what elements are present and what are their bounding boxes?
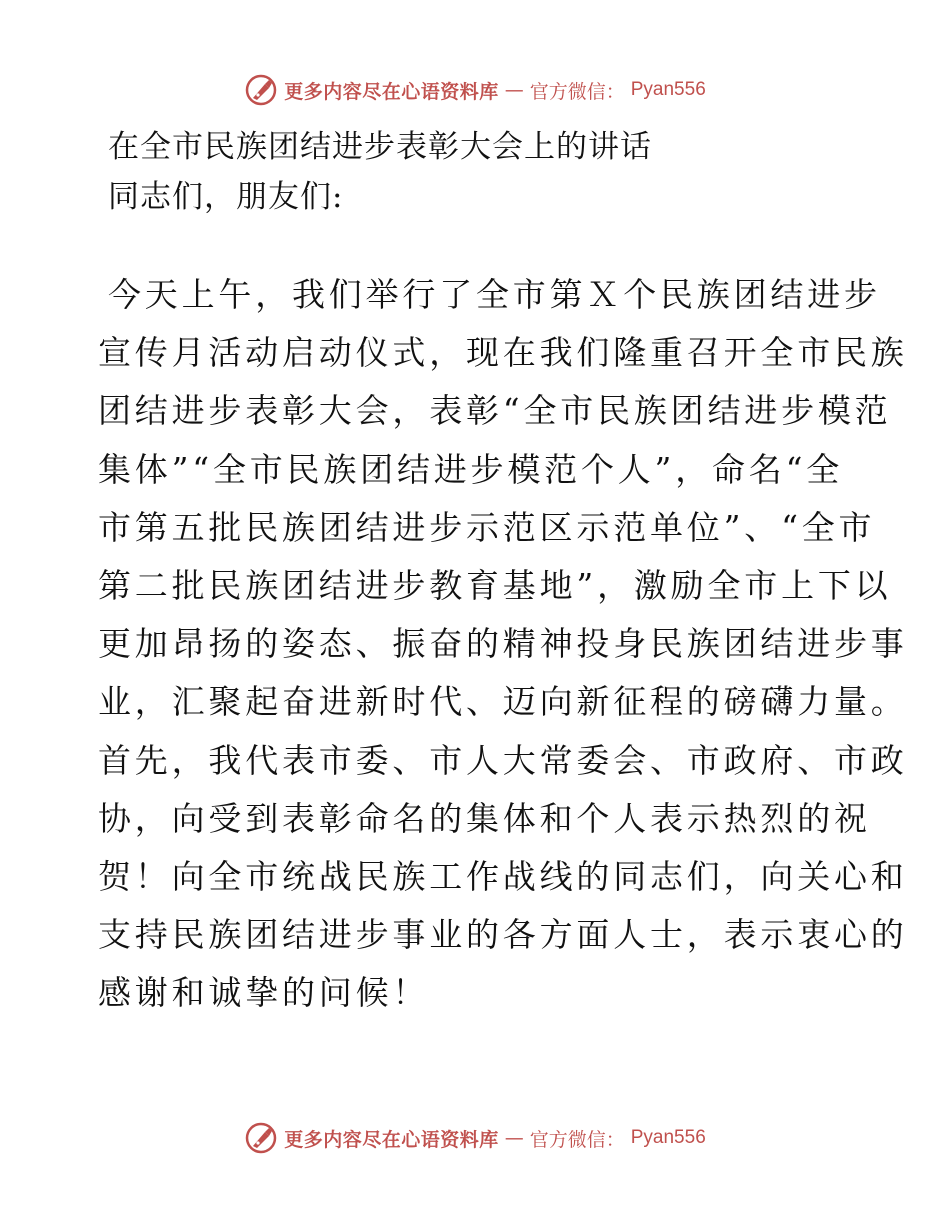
banner-separator: —	[504, 79, 524, 101]
banner-wechat-id: Pyan556	[630, 1127, 706, 1148]
paragraph-line: 贺！向全市统战民族工作战线的同志们，向关心和	[98, 856, 908, 896]
paragraph-line: 今天上午，我们举行了全市第Ｘ个民族团结进步	[108, 275, 881, 314]
paragraph-line: 协，向受到表彰命名的集体和个人表示热烈的祝	[98, 798, 871, 838]
banner-wechat-label: 官方微信：	[529, 80, 625, 103]
banner-wechat-label: 官方微信：	[529, 1128, 625, 1151]
paragraph-line: 宣传月活动启动仪式，现在我们隆重召开全市民族	[98, 333, 908, 373]
body-paragraph	[98, 266, 908, 1022]
paragraph-line: 首先，我代表市委、市人大常委会、市政府、市政	[98, 740, 908, 780]
footer-banner	[0, 1118, 950, 1158]
paragraph-line: 感谢和诚挚的问候！	[98, 973, 430, 1013]
pen-nib-logo-icon	[244, 1121, 278, 1155]
paragraph-line: 集体”“全市民族团结进步模范个人”，命名“全	[98, 449, 844, 489]
banner-wechat-id: Pyan556	[630, 79, 706, 100]
header-banner	[0, 70, 950, 110]
paragraph-line: 更加昂扬的姿态、振奋的精神投身民族团结进步事	[98, 624, 908, 664]
paragraph-line: 团结进步表彰大会，表彰“全市民族团结进步模范	[98, 391, 892, 431]
paragraph-line: 市第五批民族团结进步示范区示范单位”、“全市	[98, 507, 876, 547]
banner-text: 更多内容尽在心语资料库	[284, 1128, 499, 1151]
paragraph-line: 第二批民族团结进步教育基地”，激励全市上下以	[98, 565, 892, 605]
pen-nib-logo-icon	[244, 73, 278, 107]
greeting: 同志们，朋友们:	[108, 179, 344, 215]
banner-separator: —	[504, 1127, 524, 1149]
document-title: 在全市民族团结进步表彰大会上的讲话	[108, 129, 652, 165]
banner-text: 更多内容尽在心语资料库	[284, 80, 499, 103]
paragraph-line: 支持民族团结进步事业的各方面人士，表示衷心的	[98, 915, 908, 955]
paragraph-line: 业，汇聚起奋进新时代、迈向新征程的磅礴力量。	[98, 682, 908, 722]
